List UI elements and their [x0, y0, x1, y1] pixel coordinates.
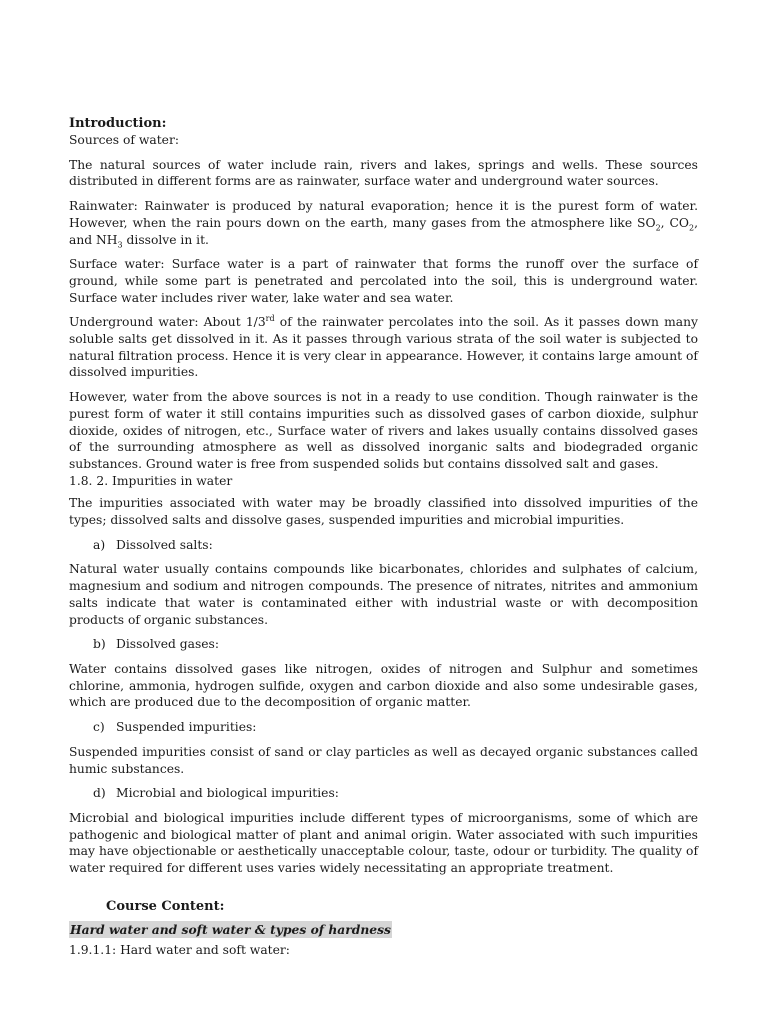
list-item-microbial-impurities	[69, 785, 698, 802]
co2-subscript: 2	[689, 223, 695, 233]
paragraph-underground-water	[69, 314, 698, 381]
list-item-label: Suspended impurities:	[116, 720, 257, 735]
rainwater-text-d: dissolve in it.	[122, 232, 209, 247]
paragraph-suspended-impurities: Suspended impurities consist of sand or clay particles as well as decayed organic substances called humic substances.	[69, 744, 698, 776]
sources-label: Sources of water:	[69, 133, 179, 147]
paragraph-however: However, water from the above sources is not in a ready to use condition. Though rainwater is the purest form of water it still contains impurities such as dissolved gases of carbon dioxide, sulphur dioxide, oxides of nitrogen, etc., Surface water of rivers and lakes usually contains dissolved gases of the surrounding atmosphere as well as dissolved inorganic salts and biodegraded organic substances. Ground water is free from suspended solids but contains dissolved salt and gases.	[69, 390, 698, 471]
rainwater-text-a: Rainwater: Rainwater is produced by natural evaporation; hence it is the purest form of water. However, when the rain pours down on the earth, many gases from the atmosphere like SO	[69, 199, 698, 230]
list-marker: b)	[93, 637, 106, 652]
rainwater-text-c: , and NH	[69, 215, 699, 247]
list-marker: c)	[93, 720, 105, 735]
nh3-subscript: 3	[117, 239, 123, 249]
document-body	[69, 116, 698, 967]
list-item-label: Microbial and biological impurities:	[116, 786, 339, 801]
list-item-dissolved-salts	[69, 537, 698, 554]
paragraph-rainwater	[69, 198, 698, 248]
rainwater-text-b: , CO	[660, 215, 689, 230]
paragraph-microbial-impurities: Microbial and biological impurities include different types of microorganisms, some of which are pathogenic and biological matter of plant and animal origin. Water associated with such impurities may have objectionable or aesthetically unacceptable colour, taste, odour or turbidity. The quality of water required for different uses varies widely necessitating an appropriate treatment.	[69, 810, 698, 876]
section-impurities-title: 1.8. 2. Impurities in water	[69, 473, 233, 488]
so2-subscript: 2	[655, 223, 661, 233]
paragraph-dissolved-salts: Natural water usually contains compounds like bicarbonates, chlorides and sulphates of calcium, magnesium and sodium and nitrogen compounds. The presence of nitrates, nitrites and ammonium salts indicate that water is contaminated either with industrial waste or with decomposition products of organic substances.	[69, 562, 698, 627]
highlight-wrapper	[69, 921, 698, 939]
underground-text-b: of the rainwater percolates into the soil. As it passes down many soluble salts get dissolved in it. As it passes through various strata of the soil water is subjected to natural filtration process. Hence it is very clear in appearance. However, it contains large amount of dissolved impurities.	[69, 315, 698, 380]
paragraph-impurities-intro: The impurities associated with water may be broadly classified into dissolved impurities of the types; dissolved salts and dissolve gases, suspended impurities and microbial impurities.	[69, 496, 698, 528]
list-marker: d)	[93, 786, 106, 801]
introduction-heading: Introduction:	[69, 116, 167, 131]
course-content-heading: Course Content:	[106, 898, 225, 914]
highlighted-topic: Hard water and soft water & types of hardness	[70, 921, 391, 937]
list-marker: a)	[93, 537, 106, 552]
list-item-suspended-impurities	[69, 719, 698, 736]
underground-text-a: Underground water: About 1/3	[69, 315, 266, 330]
paragraph-dissolved-gases: Water contains dissolved gases like nitrogen, oxides of nitrogen and Sulphur and sometimes chlorine, ammonia, hydrogen sulfide, oxygen and carbon dioxide and also some undesirable gases, which are produced due to the decomposition of organic matter.	[69, 661, 698, 710]
ordinal-superscript: rd	[265, 314, 275, 324]
list-item-dissolved-gases	[69, 636, 698, 653]
paragraph-surface-water: Surface water: Surface water is a part of rainwater that forms the runoff over the surface of ground, while some part is penetrated and percolated into the soil, this is underground water. Surface water includes river water, lake water and sea water.	[69, 257, 698, 305]
subsection-hard-soft-water: 1.9.1.1: Hard water and soft water:	[69, 943, 290, 958]
list-item-label: Dissolved salts:	[116, 537, 213, 552]
list-item-label: Dissolved gases:	[116, 637, 219, 652]
paragraph-natural-sources: The natural sources of water include rain, rivers and lakes, springs and wells. These sources distributed in different forms are as rainwater, surface water and underground water sources.	[69, 157, 698, 189]
